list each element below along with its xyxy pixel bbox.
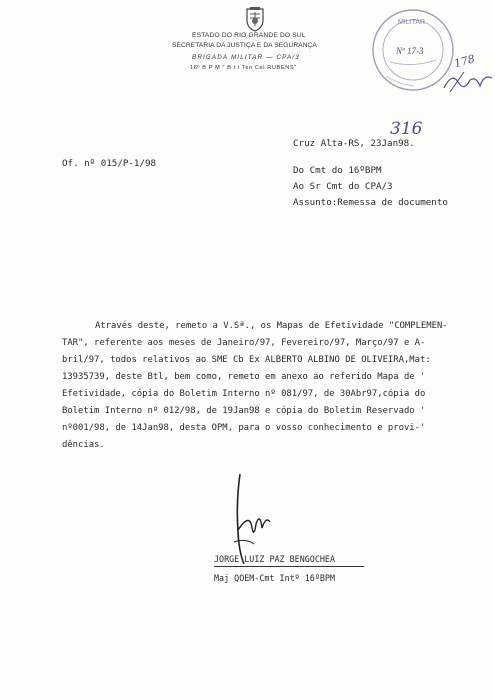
- svg-text:Nº 17-3: Nº 17-3: [396, 46, 424, 56]
- body-line: Através deste, remeto a V.Sª., os Mapas de Efetividade "COMPLEMEN-: [95, 321, 448, 331]
- body-line: nº001/98, de 14Jan98, desta OPM, para o vosso conhecimento e provi-': [62, 423, 426, 433]
- office-number: Of. nº 015/P-1/98: [62, 158, 157, 169]
- body-line: 13935739, deste Btl, bem como, remeto em anexo ao referido Mapa de ': [62, 372, 426, 382]
- body-line: dências.: [62, 440, 105, 450]
- place-date: Cruz Alta-RS, 23Jan98.: [293, 138, 415, 149]
- letterhead-state: ESTADO DO RIO GRANDE DO SUL: [192, 32, 306, 39]
- letterhead-brigade: BRIGADA MILITAR — CPA/3: [192, 54, 300, 61]
- handwritten-note: [440, 52, 495, 97]
- letterhead-secretariat: SECRETARIA DA JUSTIÇA E DA SEGURANÇA: [172, 42, 317, 49]
- body-line: Efetividade, cópia do Boletim Interno nº 081/97, de 30Abr97,cópia do: [62, 389, 426, 399]
- svg-text:MILITAR: MILITAR: [398, 19, 426, 26]
- page-number-text: 316: [390, 119, 423, 139]
- subject: Assunto:Remessa de documento: [293, 197, 448, 208]
- body-line: bril/97, todos relativos ao SME Cb Ex ALBERTO ALBINO DE OLIVEIRA,Mat:: [62, 355, 431, 365]
- signature-line: [214, 566, 364, 567]
- body-line: TAR", referente aos meses de Janeiro/97, Fevereiro/97, Março/97 e A-: [62, 338, 426, 348]
- signer-name: JORGE LUIZ PAZ BENGOCHEA: [214, 554, 336, 564]
- sender: Do Cmt do 16ºBPM: [293, 165, 382, 176]
- signer-role: Maj QOEM-Cmt Intº 16ºBPM: [214, 573, 336, 583]
- letterhead-battalion: 16º B P M " B t l Ten Cel RUBENS": [190, 65, 297, 71]
- coat-of-arms-icon: [244, 6, 266, 32]
- svg-text:178: 178: [452, 52, 477, 71]
- recipient: Ao Sr Cmt do CPA/3: [293, 181, 393, 192]
- body-line: Boletim Interno nº 012/98, de 19Jan98 e cópia do Boletim Reservado ': [62, 406, 426, 416]
